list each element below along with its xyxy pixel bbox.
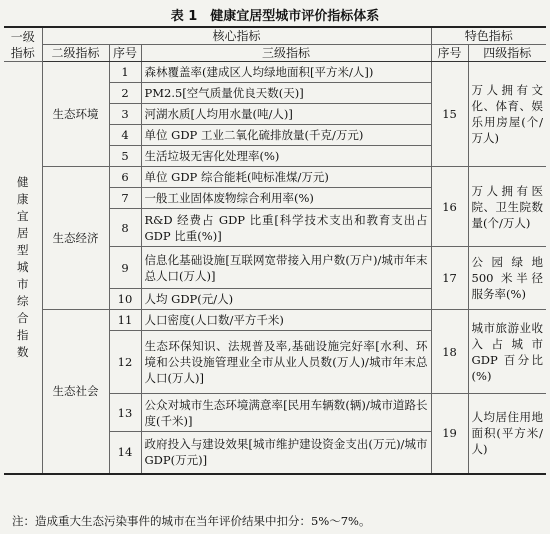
header-level3: 三级指标 xyxy=(141,45,431,62)
row-indicator: 人口密度(人口数/平方千米) xyxy=(141,310,431,331)
row-indicator: 单位 GDP 综合能耗(吨标准煤/万元) xyxy=(141,167,431,188)
row-number: 5 xyxy=(109,146,141,167)
row-number: 10 xyxy=(109,289,141,310)
row-indicator: 森林覆盖率(建成区人均绿地面积[平方米/人]) xyxy=(141,62,431,83)
feature-number: 17 xyxy=(431,247,468,310)
group-eco-society: 生态社会 xyxy=(42,310,109,474)
header-feature-seq: 序号 xyxy=(431,45,468,62)
row-indicator: 人均 GDP(元/人) xyxy=(141,289,431,310)
row-indicator: 一般工业固体废物综合利用率(%) xyxy=(141,188,431,209)
row-indicator: 生活垃圾无害化处理率(%) xyxy=(141,146,431,167)
table-title: 表 1 健康宜居型城市评价指标体系 xyxy=(170,9,380,24)
feature-number: 19 xyxy=(431,394,468,474)
row-indicator: 信息化基础设施[互联网宽带接入用户数(万户)/城市年末总人口(万人)] xyxy=(141,247,431,289)
row-number: 9 xyxy=(109,247,141,289)
header-seq: 序号 xyxy=(109,45,141,62)
row-number: 3 xyxy=(109,104,141,125)
feature-number: 16 xyxy=(431,167,468,247)
row-number: 7 xyxy=(109,188,141,209)
header-level2: 二级指标 xyxy=(42,45,109,62)
table-row xyxy=(4,310,546,331)
row-indicator: R&D 经费占 GDP 比重[科学技术支出和教育支出占 GDP 比重(%)] xyxy=(141,209,431,247)
header-level4: 四级指标 xyxy=(468,45,546,62)
row-indicator: 单位 GDP 工业二氧化硫排放量(千克/万元) xyxy=(141,125,431,146)
row-indicator: 公众对城市生态环境满意率[民用车辆数(辆)/城市道路长度(千米)] xyxy=(141,394,431,432)
row-indicator: 生态环保知识、法规普及率,基础设施完好率[水利、环境和公共设施管理业全市从业人员数(万人)/城市年末总人口(万人)] xyxy=(141,331,431,394)
row-indicator: 河湖水质[人均用水量(吨/人)] xyxy=(141,104,431,125)
row-indicator: 政府投入与建设效果[城市维护建设资金支出(万元)/城市 GDP(万元)] xyxy=(141,432,431,474)
feature-number: 18 xyxy=(431,310,468,394)
indicator-table xyxy=(4,26,546,475)
level1-cell: 健康宜居型城市综合指数 xyxy=(4,62,42,474)
row-number: 4 xyxy=(109,125,141,146)
row-number: 13 xyxy=(109,394,141,432)
feature-indicator: 城市旅游业收入占城市 GDP 百分比(%) xyxy=(468,310,546,394)
table-row xyxy=(4,167,546,188)
feature-indicator: 万人拥有文化、体育、娱乐用房屋(个/万人) xyxy=(468,62,546,167)
feature-indicator: 公园绿地 500 米半径服务率(%) xyxy=(468,247,546,310)
footnote: 注：造成重大生态污染事件的城市在当年评价结果中扣分：5%～7%。 xyxy=(12,514,371,528)
header-level1: 一级指标 xyxy=(4,27,42,62)
header-core: 核心指标 xyxy=(42,27,431,45)
feature-indicator: 人均居住用地面积(平方米/人) xyxy=(468,394,546,474)
feature-number: 15 xyxy=(431,62,468,167)
group-eco-economy: 生态经济 xyxy=(42,167,109,310)
row-number: 6 xyxy=(109,167,141,188)
header-feature: 特色指标 xyxy=(431,27,546,45)
table-row xyxy=(4,62,546,83)
feature-indicator: 万人拥有医院、卫生院数量(个/万人) xyxy=(468,167,546,247)
row-number: 2 xyxy=(109,83,141,104)
group-eco-environment: 生态环境 xyxy=(42,62,109,167)
row-number: 12 xyxy=(109,331,141,394)
row-number: 1 xyxy=(109,62,141,83)
row-number: 14 xyxy=(109,432,141,474)
row-number: 8 xyxy=(109,209,141,247)
row-number: 11 xyxy=(109,310,141,331)
row-indicator: PM2.5[空气质量优良天数(天)] xyxy=(141,83,431,104)
